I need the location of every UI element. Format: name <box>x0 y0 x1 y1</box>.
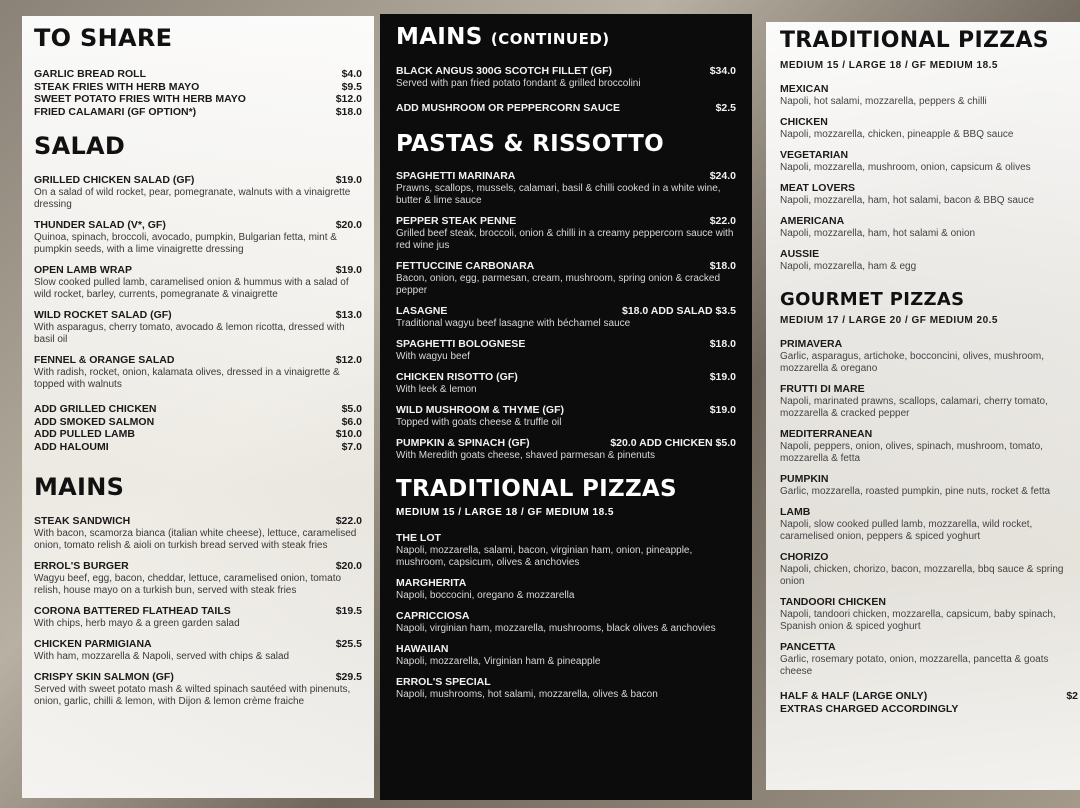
pizza-sizes: MEDIUM 17 / LARGE 20 / GF MEDIUM 20.5 <box>780 315 998 326</box>
menu-item: CORONA BATTERED FLATHEAD TAILS $19.5 With chips, herb mayo & a green garden salad <box>34 605 362 629</box>
menu-item: HAWAIIAN Napoli, mozzarella, Virginian ham & pineapple <box>396 643 601 667</box>
half-and-half-note: HALF & HALF (LARGE ONLY) $2 <box>780 690 1078 702</box>
list-item: ADD SMOKED SALMON $6.0 <box>34 415 362 428</box>
menu-item: THE LOT Napoli, mozzarella, salami, bacon, virginian ham, onion, pineapple, mushroom, capsicum, olives & anchovies <box>396 532 693 568</box>
menu-item: CAPRICCIOSA Napoli, virginian ham, mozzarella, mushrooms, black olives & anchovies <box>396 610 716 634</box>
menu-item: PANCETTA Garlic, rosemary potato, onion, mozzarella, pancetta & goats cheese <box>780 641 1049 677</box>
menu-item: PRIMAVERA Garlic, asparagus, artichoke, bocconcini, olives, mushroom, mozzarella & oregano <box>780 338 1045 374</box>
list-item: FRIED CALAMARI (GF OPTION*) $18.0 <box>34 105 362 118</box>
menu-item: OPEN LAMB WRAP $19.0 Slow cooked pulled lamb, caramelised onion & hummus with a salad of wild rocket, barley, currents, pomegranate & vinaigrette <box>34 264 362 300</box>
right-menu-panel <box>766 22 1080 790</box>
to-share-heading: TO SHARE <box>34 24 173 52</box>
traditional-pizzas-heading: TRADITIONAL PIZZAS <box>780 28 1049 53</box>
mains-heading: MAINS <box>34 473 125 501</box>
middle-menu-panel <box>380 14 752 800</box>
pastas-heading: PASTAS & RISSOTTO <box>396 131 664 157</box>
to-share-list <box>34 68 362 118</box>
list-item: GARLIC BREAD ROLL $4.0 <box>34 68 362 80</box>
menu-item: FRUTTI DI MARE Napoli, marinated prawns, scallops, calamari, cherry tomato, mozzarella & cracked pepper <box>780 383 1048 419</box>
list-item: STEAK FRIES WITH HERB MAYO $9.5 <box>34 80 362 93</box>
menu-item: CHICKEN PARMIGIANA $25.5 With ham, mozzarella & Napoli, served with chips & salad <box>34 638 362 662</box>
menu-item: FETTUCCINE CARBONARA $18.0 Bacon, onion, egg, parmesan, cream, mushroom, spring onion & cracked pepper <box>396 260 736 296</box>
left-menu-panel <box>22 16 374 798</box>
menu-item: ERROL'S BURGER $20.0 Wagyu beef, egg, bacon, cheddar, lettuce, caramelised onion, tomato relish, house mayo on a turkish bun, served with steak fries <box>34 560 362 596</box>
menu-item: LAMB Napoli, slow cooked pulled lamb, mozzarella, wild rocket, caramelised onion, peppers & spiced yoghurt <box>780 506 1033 542</box>
list-item: ADD GRILLED CHICKEN $5.0 <box>34 403 362 415</box>
salad-heading: SALAD <box>34 132 126 160</box>
menu-item: ADD MUSHROOM OR PEPPERCORN SAUCE $2.5 <box>396 102 736 114</box>
menu-item: MARGHERITA Napoli, boccocini, oregano & mozzarella <box>396 577 575 601</box>
list-item: ADD HALOUMI $7.0 <box>34 440 362 453</box>
list-item: SWEET POTATO FRIES WITH HERB MAYO $12.0 <box>34 93 362 105</box>
menu-item: THUNDER SALAD (V*, GF) $20.0 Quinoa, spinach, broccoli, avocado, pumpkin, Bulgarian fetta, mint & pumpkin seeds, with a lime vinaigrette dressing <box>34 219 362 255</box>
menu-item: MEAT LOVERS Napoli, mozzarella, ham, hot salami, bacon & BBQ sauce <box>780 182 1035 206</box>
menu-item: TANDOORI CHICKEN Napoli, tandoori chicken, mozzarella, capsicum, baby spinach, Spanish onion & spiced yoghurt <box>780 596 1056 632</box>
menu-item: BLACK ANGUS 300G SCOTCH FILLET (GF) $34.0 Served with pan fried potato fondant & grilled broccolini <box>396 65 736 89</box>
menu-item: PEPPER STEAK PENNE $22.0 Grilled beef steak, broccoli, onion & chilli in a creamy peppercorn sauce with red wine jus <box>396 215 736 251</box>
menu-item: AMERICANA Napoli, mozzarella, ham, hot salami & onion <box>780 215 976 239</box>
menu-item: ERROL'S SPECIAL Napoli, mushrooms, hot salami, mozzarella, olives & bacon <box>396 676 658 700</box>
menu-item: GRILLED CHICKEN SALAD (GF) $19.0 On a salad of wild rocket, pear, pomegranate, walnuts with a vinaigrette dressing <box>34 174 362 210</box>
mains-continued-subtitle: (CONTINUED) <box>490 30 610 48</box>
menu-item: SPAGHETTI MARINARA $24.0 Prawns, scallops, mussels, calamari, basil & chilli cooked in a white wine, butter & lime sauce <box>396 170 736 206</box>
pizza-sizes: MEDIUM 15 / LARGE 18 / GF MEDIUM 18.5 <box>396 507 614 518</box>
extras-note: EXTRAS CHARGED ACCORDINGLY <box>780 702 959 715</box>
traditional-pizzas-heading-mid: TRADITIONAL PIZZAS <box>396 476 677 502</box>
menu-item: LASAGNE $18.0 ADD SALAD $3.5 Traditional wagyu beef lasagne with béchamel sauce <box>396 305 736 329</box>
menu-item: FENNEL & ORANGE SALAD $12.0 With radish, rocket, onion, kalamata olives, dressed in a vinaigrette & topped with walnuts <box>34 354 362 390</box>
menu-item: CHICKEN Napoli, mozzarella, chicken, pineapple & BBQ sauce <box>780 116 1014 140</box>
menu-item: WILD MUSHROOM & THYME (GF) $19.0 Topped with goats cheese & truffle oil <box>396 404 736 428</box>
menu-item: SPAGHETTI BOLOGNESE $18.0 With wagyu beef <box>396 338 736 362</box>
menu-item: CRISPY SKIN SALMON (GF) $29.5 Served with sweet potato mash & wilted spinach sautéed with pinenuts, onion, garlic, chilli & lemon, with Dijon & lemon crème fraiche <box>34 671 362 707</box>
menu-item: PUMPKIN & SPINACH (GF) $20.0 ADD CHICKEN $5.0 With Meredith goats cheese, shaved parmesan & pinenuts <box>396 437 736 461</box>
menu-item: PUMPKIN Garlic, mozzarella, roasted pumpkin, pine nuts, rocket & fetta <box>780 473 1051 497</box>
menu-item: CHORIZO Napoli, chicken, chorizo, bacon, mozzarella, bbq sauce & spring onion <box>780 551 1064 587</box>
mains-continued-heading <box>396 26 736 49</box>
menu-item: CHICKEN RISOTTO (GF) $19.0 With leek & lemon <box>396 371 736 395</box>
menu-item: STEAK SANDWICH $22.0 With bacon, scamorza bianca (italian white cheese), lettuce, caramelised onion, tomato relish & aioli on turkish bread served with steak fries <box>34 515 362 551</box>
menu-item: AUSSIE Napoli, mozzarella, ham & egg <box>780 248 917 272</box>
menu-item: VEGETARIAN Napoli, mozzarella, mushroom, onion, capsicum & olives <box>780 149 1031 173</box>
menu-item: MEXICAN Napoli, hot salami, mozzarella, peppers & chilli <box>780 83 987 107</box>
mains-continued-title: MAINS <box>396 24 483 50</box>
menu-item: WILD ROCKET SALAD (GF) $13.0 With asparagus, cherry tomato, avocado & lemon ricotta, dressed with basil oil <box>34 309 362 345</box>
pizza-sizes: MEDIUM 15 / LARGE 18 / GF MEDIUM 18.5 <box>780 60 998 71</box>
salad-addons <box>34 403 362 453</box>
list-item: ADD PULLED LAMB $10.0 <box>34 428 362 440</box>
menu-item: MEDITERRANEAN Napoli, peppers, onion, olives, spinach, mushroom, tomato, mozzarella & fetta <box>780 428 1043 464</box>
gourmet-pizzas-heading: GOURMET PIZZAS <box>780 289 965 310</box>
